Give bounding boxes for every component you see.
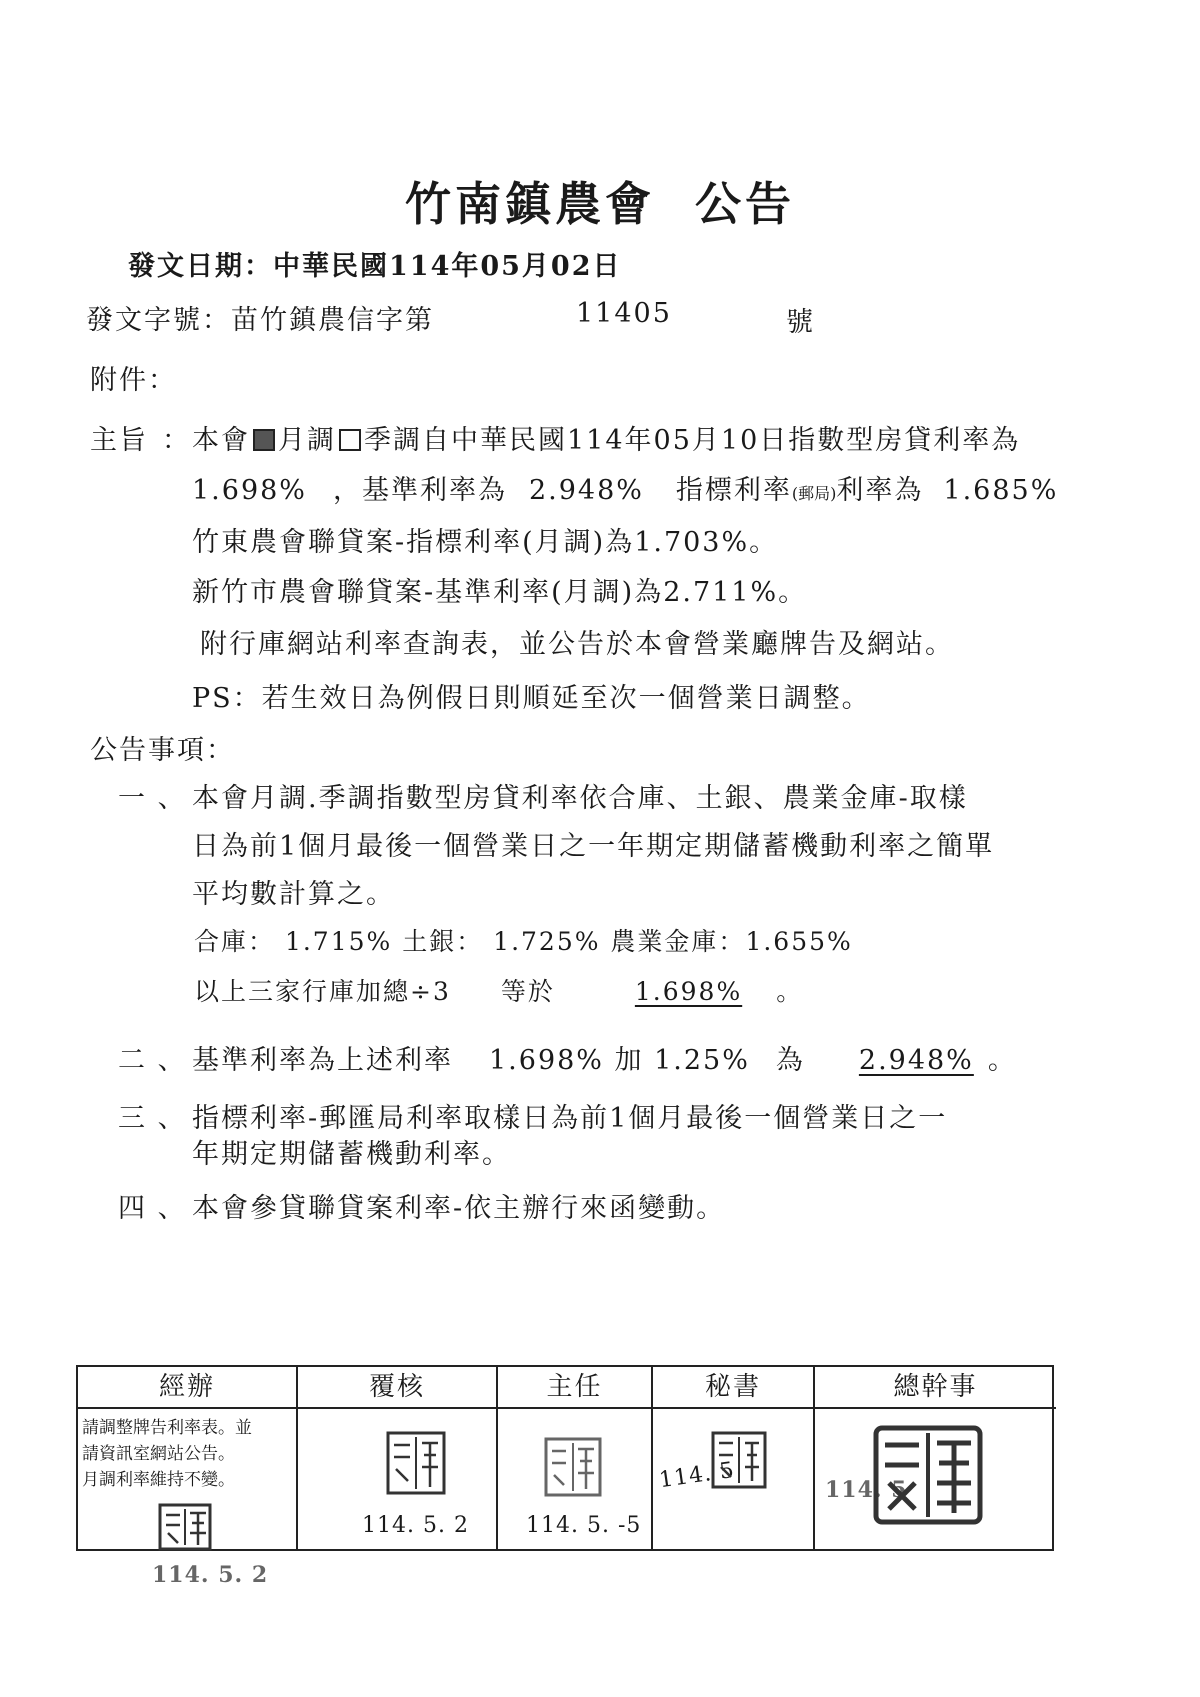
signoff-header-director: 主任 <box>498 1367 651 1409</box>
handler-date: 114. 5. 2 <box>152 1562 269 1588</box>
item-1-line-1: 本會月調.季調指數型房貸利率依合庫、土銀、農業金庫-取樣 <box>192 783 968 814</box>
subject-line-1: 本會 月調 季調自中華民國114年05月10日指數型房貸利率為 <box>192 425 1021 456</box>
gm-date: 114. 5 <box>825 1477 908 1503</box>
subject-line-4: 新竹市農會聯貸案-基準利率(月調)為2.711%。 <box>192 577 808 608</box>
item-1-line-3: 平均數計算之。 <box>192 879 395 910</box>
signoff-col-handler <box>78 1367 298 1549</box>
signoff-header-review: 覆核 <box>298 1367 496 1409</box>
subject-line-3: 竹東農會聯貸案-指標利率(月調)為1.703%。 <box>192 527 779 558</box>
item-2-number: 二 、 <box>118 1045 187 1076</box>
title-org: 竹南鎮農會 <box>405 177 655 231</box>
title-doc: 公告 <box>695 177 795 231</box>
signoff-col-director <box>498 1367 653 1549</box>
item-1-line-2: 日為前1個月最後一個營業日之一年期定期儲蓄機動利率之簡單 <box>192 831 995 862</box>
signoff-col-secretary <box>653 1367 815 1549</box>
attachment-label: 附件： <box>90 365 177 396</box>
director-seal-icon <box>544 1437 602 1497</box>
doc-number: 11405 <box>576 298 672 329</box>
review-date: 114. 5. 2 <box>362 1513 469 1538</box>
signoff-header-secretary: 秘書 <box>653 1367 813 1409</box>
director-date: 114. 5. -5 <box>526 1513 642 1538</box>
document-title <box>0 168 1200 234</box>
average-rate: 1.698% <box>634 977 743 1006</box>
signoff-table <box>76 1365 1054 1551</box>
review-seal-icon <box>386 1431 446 1495</box>
handler-seal-icon <box>158 1503 212 1551</box>
item-3-line-1: 指標利率-郵匯局利率取樣日為前1個月最後一個營業日之一 <box>192 1103 948 1134</box>
average-formula: 以上三家行庫加總÷3 等於 1.698% 。 <box>194 977 804 1006</box>
secretary-date: 114. 5 <box>657 1457 737 1494</box>
item-4-number: 四 、 <box>118 1193 187 1224</box>
item-4-line: 本會參貸聯貸案利率-依主辦行來函變動。 <box>192 1193 726 1224</box>
signoff-header-handler: 經辦 <box>78 1367 296 1409</box>
signoff-col-gm <box>815 1367 1056 1549</box>
doc-number-suffix: 號 <box>786 307 815 338</box>
item-3-number: 三 、 <box>118 1103 187 1134</box>
item-3-line-2: 年期定期儲蓄機動利率。 <box>192 1139 511 1170</box>
announcement-label: 公告事項： <box>90 735 235 766</box>
item-1-number: 一 、 <box>118 783 187 814</box>
bank-rates: 合庫： 1.715% 土銀： 1.725% 農業金庫：1.655% <box>194 927 853 956</box>
doc-number-label: 發文字號：苗竹鎮農信字第 <box>86 305 434 336</box>
handler-note: 請調整牌告利率表。並 請資訊室網站公告。 月調利率維持不變。 <box>82 1418 252 1490</box>
base-rate: 2.948% <box>858 1045 974 1076</box>
gm-seal-icon <box>873 1425 983 1525</box>
issue-date: 發文日期：中華民國114年05月02日 <box>128 251 622 282</box>
subject-line-2: 1.698% ，基準利率為 2.948% 指標利率(郵局)利率為 1.685% <box>192 475 1059 506</box>
subject-line-5: 附行庫網站利率查詢表，並公告於本會營業廳牌告及網站。 <box>200 629 954 660</box>
quarterly-checkbox-empty <box>339 429 361 451</box>
secretary-seal-icon <box>711 1431 767 1489</box>
signoff-col-review <box>298 1367 498 1549</box>
subject-label: 主旨 ： <box>90 425 191 456</box>
signoff-header-gm: 總幹事 <box>815 1367 1056 1409</box>
monthly-checkbox-checked <box>253 429 275 451</box>
item-2-line: 基準利率為上述利率 1.698% 加 1.25% 為 2.948% 。 <box>192 1045 1017 1076</box>
subject-line-6: PS：若生效日為例假日則順延至次一個營業日調整。 <box>192 683 871 714</box>
